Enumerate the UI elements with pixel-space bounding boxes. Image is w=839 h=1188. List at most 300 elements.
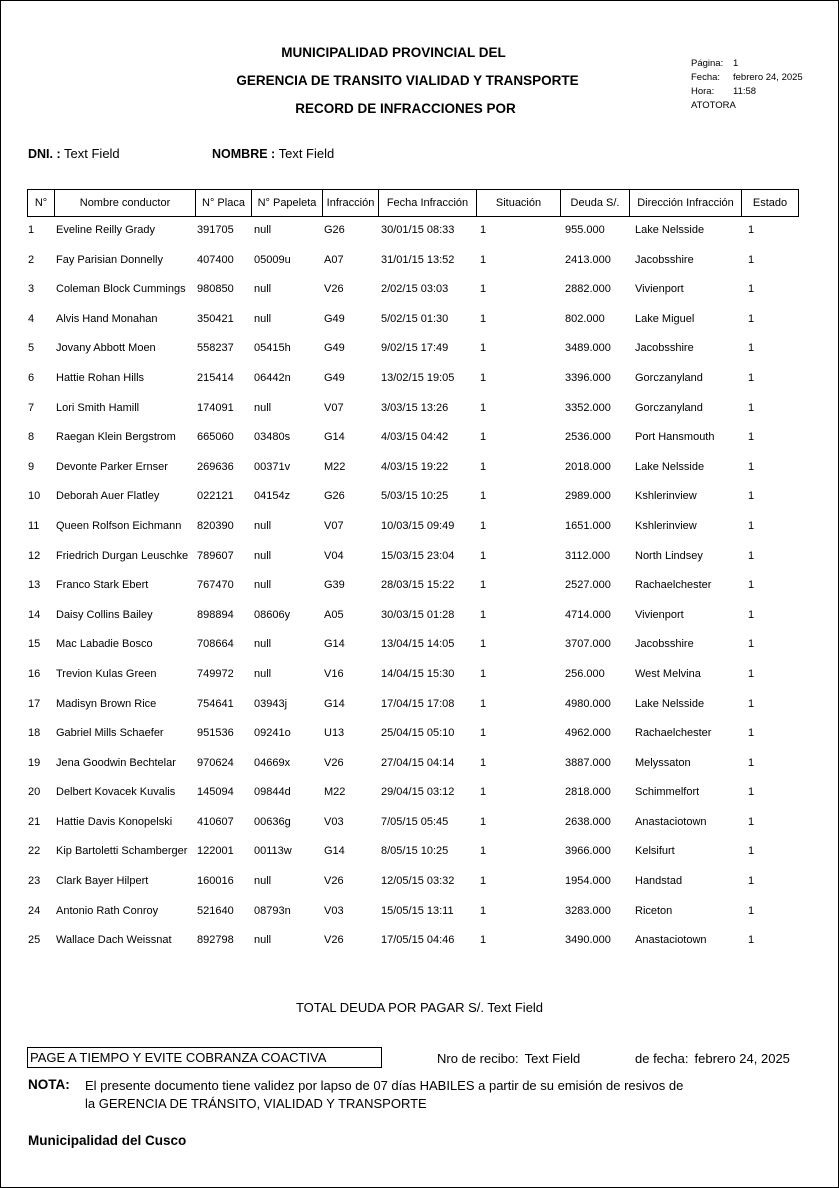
table-cell: 1	[748, 904, 755, 917]
table-cell: 1	[480, 667, 487, 680]
receipt-date-value: febrero 24, 2025	[694, 1051, 790, 1066]
table-cell: 1	[480, 342, 487, 355]
table-cell: 350421	[197, 312, 234, 325]
table-cell: 4/03/15 04:42	[381, 431, 449, 444]
table-row	[0, 541, 839, 571]
table-cell: Raegan Klein Bergstrom	[56, 431, 176, 444]
table-cell: null	[254, 667, 272, 680]
table-cell: 6	[28, 371, 35, 384]
table-cell: Anastaciotown	[635, 815, 707, 828]
table-cell: Jena Goodwin Bechtelar	[56, 756, 176, 769]
table-cell: Madisyn Brown Rice	[56, 697, 157, 710]
dni-field	[28, 146, 120, 161]
table-cell: Jacobsshire	[635, 342, 694, 355]
table-cell: 3489.000	[565, 342, 611, 355]
table-cell: 521640	[197, 904, 234, 917]
table-row	[0, 659, 839, 689]
table-cell: 4714.000	[565, 608, 611, 621]
col-header: N° Placa	[196, 190, 252, 217]
table-cell: Lake Nelsside	[635, 697, 705, 710]
table-row	[0, 836, 839, 866]
col-header: Infracción	[323, 190, 379, 217]
col-header: N°	[28, 190, 55, 217]
table-cell: 820390	[197, 519, 234, 532]
table-cell: 2818.000	[565, 786, 611, 799]
table-cell: V26	[324, 283, 344, 296]
table-cell: 00113w	[254, 845, 292, 858]
table-cell: 1651.000	[565, 519, 611, 532]
total-value: Text Field	[487, 1000, 544, 1015]
table-cell: 2989.000	[565, 490, 611, 503]
table-cell: G39	[324, 579, 345, 592]
table-row	[0, 718, 839, 748]
table-cell: 1	[748, 608, 755, 621]
table-cell: 4/03/15 19:22	[381, 460, 449, 473]
table-cell: 1	[748, 638, 755, 651]
table-cell: G49	[324, 371, 345, 384]
table-row	[0, 807, 839, 837]
table-cell: West Melvina	[635, 667, 701, 680]
table-cell: 1	[480, 697, 487, 710]
table-body	[0, 215, 839, 955]
table-cell: 749972	[197, 667, 234, 680]
table-cell: 12	[28, 549, 41, 562]
col-header: Situación	[477, 190, 561, 217]
table-cell: 05009u	[254, 253, 291, 266]
table-cell: 1	[748, 697, 755, 710]
table-cell: Hattie Davis Konopelski	[56, 815, 173, 828]
table-cell: 1	[480, 638, 487, 651]
table-cell: 00636g	[254, 815, 291, 828]
nombre-value: Text Field	[278, 146, 335, 161]
table-cell: Franco Stark Ebert	[56, 579, 149, 592]
table-cell: 955.000	[565, 224, 605, 236]
table-cell: Jacobsshire	[635, 638, 694, 651]
table-cell: 30/01/15 08:33	[381, 224, 455, 236]
col-header: Dirección Infracción	[630, 190, 742, 217]
table-cell: 1	[480, 312, 487, 325]
table-cell: 1	[480, 756, 487, 769]
table-cell: 03943j	[254, 697, 288, 710]
table-cell: 21	[28, 815, 41, 828]
table-cell: 3	[28, 283, 35, 296]
table-cell: 29/04/15 03:12	[381, 786, 455, 799]
table-cell: 23	[28, 875, 41, 888]
table-cell: 1	[748, 371, 755, 384]
table-cell: Lake Nelsside	[635, 224, 705, 236]
table-cell: Antonio Rath Conroy	[56, 904, 159, 917]
table-cell: 022121	[197, 490, 234, 503]
table-cell: Anastaciotown	[635, 934, 707, 947]
table-cell: V03	[324, 815, 344, 828]
table-cell: 9	[28, 460, 35, 473]
table-cell: 1	[748, 875, 755, 888]
table-cell: 1	[480, 608, 487, 621]
table-cell: 708664	[197, 638, 234, 651]
table-row	[0, 511, 839, 541]
table-cell: 391705	[197, 224, 234, 236]
table-cell: 00371v	[254, 460, 291, 473]
table-cell: V16	[324, 667, 344, 680]
table-cell: G14	[324, 431, 345, 444]
table-cell: Lake Miguel	[635, 312, 695, 325]
table-cell: Melyssaton	[635, 756, 691, 769]
table-cell: M22	[324, 460, 346, 473]
table-cell: V07	[324, 401, 344, 414]
table-cell: G14	[324, 697, 345, 710]
table-row	[0, 363, 839, 393]
total-label: TOTAL DEUDA POR PAGAR S/.	[295, 1000, 485, 1015]
table-cell: 269636	[197, 460, 234, 473]
table-cell: 2018.000	[565, 460, 611, 473]
table-cell: null	[254, 401, 272, 414]
table-cell: 1	[480, 786, 487, 799]
table-cell: Vivienport	[635, 608, 684, 621]
table-cell: 15/05/15 13:11	[381, 904, 454, 917]
table-cell: 3490.000	[565, 934, 611, 947]
table-cell: 8	[28, 431, 35, 444]
table-cell: 3112.000	[565, 549, 611, 562]
table-cell: 3707.000	[565, 638, 611, 651]
hora-value: 11:58	[733, 86, 757, 97]
col-header: Estado	[742, 190, 799, 217]
table-cell: Jacobsshire	[635, 253, 694, 266]
table-cell: 1	[480, 904, 487, 917]
table-cell: 16	[28, 667, 41, 680]
table-cell: 2882.000	[565, 283, 611, 296]
table-row	[0, 866, 839, 896]
table-cell: 5/02/15 01:30	[381, 312, 449, 325]
table-row	[0, 422, 839, 452]
table-cell: 558237	[197, 342, 234, 355]
col-header: N° Papeleta	[252, 190, 323, 217]
table-row	[0, 925, 839, 955]
table-cell: 1	[748, 579, 755, 592]
table-cell: null	[254, 549, 272, 562]
table-cell: 1	[480, 934, 487, 947]
table-cell: 122001	[197, 845, 234, 858]
table-cell: 2	[28, 253, 35, 266]
table-cell: 30/03/15 01:28	[381, 608, 455, 621]
table-cell: 14	[28, 608, 41, 621]
table-cell: 13	[28, 579, 41, 592]
table-cell: Schimmelfort	[635, 786, 700, 799]
table-cell: Kshlerinview	[635, 519, 697, 532]
table-cell: 1	[480, 371, 487, 384]
receipt-date-label: de fecha:	[635, 1051, 689, 1066]
table-cell: Mac Labadie Bosco	[56, 638, 153, 651]
report-title-line1: MUNICIPALIDAD PROVINCIAL DEL	[281, 45, 506, 60]
table-cell: 215414	[197, 371, 234, 384]
table-cell: V26	[324, 756, 344, 769]
table-cell: null	[254, 224, 272, 236]
table-cell: 767470	[197, 579, 234, 592]
pagina-label: Página:	[691, 58, 724, 69]
table-cell: 19	[28, 756, 41, 769]
table-cell: Rachaelchester	[635, 727, 712, 740]
table-cell: G14	[324, 638, 345, 651]
table-cell: 1	[748, 460, 755, 473]
table-cell: 1	[748, 431, 755, 444]
table-cell: 18	[28, 727, 41, 740]
table-cell: 174091	[197, 401, 234, 414]
payment-notice: PAGE A TIEMPO Y EVITE COBRANZA COACTIVA	[27, 1047, 382, 1068]
table-cell: 09844d	[254, 786, 291, 799]
table-cell: A07	[324, 253, 344, 266]
table-cell: 160016	[197, 875, 234, 888]
recibo-value: Text Field	[524, 1051, 581, 1066]
table-row	[0, 245, 839, 275]
table-row	[0, 452, 839, 482]
table-row	[0, 333, 839, 363]
table-cell: null	[254, 579, 272, 592]
report-title-line3: RECORD DE INFRACCIONES POR	[295, 101, 516, 116]
table-cell: 3/03/15 13:26	[381, 401, 449, 414]
col-header: Deuda S/.	[561, 190, 630, 217]
table-cell: 1	[480, 845, 487, 858]
table-cell: Port Hansmouth	[635, 431, 715, 444]
table-cell: 1	[748, 224, 755, 236]
fecha-value: febrero 24, 2025	[733, 72, 803, 83]
table-cell: 08606y	[254, 608, 291, 621]
table-row	[0, 393, 839, 423]
table-cell: 1	[748, 845, 755, 858]
table-cell: 1	[480, 253, 487, 266]
table-cell: Kelsifurt	[635, 845, 675, 858]
meta-fecha	[691, 72, 803, 83]
table-cell: 2413.000	[565, 253, 611, 266]
table-cell: Wallace Dach Weissnat	[56, 934, 172, 947]
table-cell: 970624	[197, 756, 234, 769]
table-cell: 665060	[197, 431, 234, 444]
table-cell: 20	[28, 786, 41, 799]
table-cell: 10/03/15 09:49	[381, 519, 455, 532]
table-cell: Rachaelchester	[635, 579, 712, 592]
table-cell: 24	[28, 904, 41, 917]
table-cell: Eveline Reilly Grady	[56, 224, 156, 236]
table-cell: Kip Bartoletti Schamberger	[56, 845, 188, 858]
table-cell: 1	[748, 727, 755, 740]
receipt-number	[437, 1051, 580, 1066]
table-cell: 4962.000	[565, 727, 611, 740]
table-cell: G26	[324, 224, 345, 236]
table-cell: Trevion Kulas Green	[56, 667, 157, 680]
report-title-line2: GERENCIA DE TRANSITO VIALIDAD Y TRANSPORTE	[236, 73, 579, 88]
table-cell: 1	[480, 727, 487, 740]
table-cell: G26	[324, 490, 345, 503]
table-cell: 1	[480, 815, 487, 828]
table-cell: 15	[28, 638, 41, 651]
table-cell: Queen Rolfson Eichmann	[56, 519, 182, 532]
table-cell: Clark Bayer Hilpert	[56, 875, 149, 888]
table-cell: 04669x	[254, 756, 291, 769]
table-cell: 1	[748, 490, 755, 503]
table-cell: 1	[28, 224, 35, 236]
table-row	[0, 689, 839, 719]
table-cell: Alvis Hand Monahan	[56, 312, 158, 325]
col-header: Nombre conductor	[55, 190, 196, 217]
table-cell: 13/04/15 14:05	[381, 638, 455, 651]
table-cell: 2536.000	[565, 431, 611, 444]
table-cell: 2527.000	[565, 579, 611, 592]
table-cell: 10	[28, 490, 41, 503]
table-row	[0, 274, 839, 304]
meta-location: ATOTORA	[691, 100, 736, 111]
table-cell: 3352.000	[565, 401, 611, 414]
hora-label: Hora:	[691, 86, 715, 97]
table-cell: 145094	[197, 786, 234, 799]
table-cell: Lake Nelsside	[635, 460, 705, 473]
dni-value: Text Field	[64, 146, 120, 161]
col-header: Fecha Infracción	[379, 190, 477, 217]
table-cell: 22	[28, 845, 41, 858]
table-cell: Lori Smith Hamill	[56, 401, 140, 414]
table-cell: 898894	[197, 608, 234, 621]
table-cell: V03	[324, 904, 344, 917]
organization-name: Municipalidad del Cusco	[28, 1133, 187, 1148]
table-cell: 28/03/15 15:22	[381, 579, 455, 592]
nombre-field	[212, 146, 334, 161]
receipt-date	[635, 1051, 790, 1066]
table-cell: 08793n	[254, 904, 291, 917]
table-header	[27, 189, 799, 217]
table-cell: 1	[748, 815, 755, 828]
table-cell: 1	[748, 934, 755, 947]
table-cell: 1	[480, 490, 487, 503]
table-cell: 15/03/15 23:04	[381, 549, 455, 562]
table-cell: Hattie Rohan Hills	[56, 371, 145, 384]
table-cell: 5/03/15 10:25	[381, 490, 449, 503]
table-cell: 1	[480, 519, 487, 532]
table-cell: V07	[324, 519, 344, 532]
table-cell: 05415h	[254, 342, 291, 355]
table-cell: null	[254, 283, 272, 296]
table-cell: 7/05/15 05:45	[381, 815, 449, 828]
table-cell: 3887.000	[565, 756, 611, 769]
total-debt	[0, 1000, 839, 1015]
fecha-label: Fecha:	[691, 72, 721, 83]
table-cell: Gorczanyland	[635, 371, 703, 384]
table-cell: 410607	[197, 815, 234, 828]
table-cell: 03480s	[254, 431, 291, 444]
table-cell: V04	[324, 549, 344, 562]
table-cell: 802.000	[565, 312, 605, 325]
table-cell: 13/02/15 19:05	[381, 371, 455, 384]
table-cell: A05	[324, 608, 344, 621]
table-cell: Daisy Collins Bailey	[56, 608, 153, 621]
table-cell: 25/04/15 05:10	[381, 727, 455, 740]
table-row	[0, 215, 839, 245]
table-cell: 754641	[197, 697, 234, 710]
table-cell: Fay Parisian Donnelly	[56, 253, 163, 266]
table-cell: 1	[480, 579, 487, 592]
table-cell: null	[254, 934, 272, 947]
table-cell: 17/04/15 17:08	[381, 697, 455, 710]
table-cell: 2638.000	[565, 815, 611, 828]
table-cell: M22	[324, 786, 346, 799]
table-cell: 1	[480, 431, 487, 444]
table-cell: 7	[28, 401, 35, 414]
table-cell: Gorczanyland	[635, 401, 703, 414]
table-cell: 980850	[197, 283, 234, 296]
table-cell: Friedrich Durgan Leuschke	[56, 549, 189, 562]
table-cell: 1	[480, 224, 487, 236]
table-cell: 5	[28, 342, 35, 355]
table-cell: null	[254, 312, 272, 325]
table-cell: null	[254, 638, 272, 651]
pagina-value: 1	[733, 58, 739, 69]
table-cell: 1	[748, 401, 755, 414]
table-cell: 17	[28, 697, 41, 710]
table-row	[0, 570, 839, 600]
table-cell: 1	[748, 342, 755, 355]
table-cell: 8/05/15 10:25	[381, 845, 449, 858]
table-cell: Deborah Auer Flatley	[56, 490, 160, 503]
table-cell: G49	[324, 312, 345, 325]
table-cell: Handstad	[635, 875, 683, 888]
table-cell: 1954.000	[565, 875, 611, 888]
table-cell: Delbert Kovacek Kuvalis	[56, 786, 176, 799]
table-row	[0, 748, 839, 778]
table-cell: 25	[28, 934, 41, 947]
table-cell: Jovany Abbott Moen	[56, 342, 156, 355]
table-cell: 407400	[197, 253, 234, 266]
table-cell: 4	[28, 312, 35, 325]
nota-label: NOTA:	[28, 1077, 70, 1092]
table-cell: 1	[748, 519, 755, 532]
table-cell: 17/05/15 04:46	[381, 934, 455, 947]
table-cell: 892798	[197, 934, 234, 947]
table-cell: 256.000	[565, 667, 605, 680]
table-cell: V26	[324, 934, 344, 947]
table-cell: 1	[748, 667, 755, 680]
table-cell: 4980.000	[565, 697, 611, 710]
table-cell: 12/05/15 03:32	[381, 875, 455, 888]
table-cell: 1	[748, 253, 755, 266]
table-cell: null	[254, 519, 272, 532]
nombre-label: NOMBRE :	[212, 147, 276, 161]
table-cell: 1	[480, 549, 487, 562]
table-cell: 1	[748, 283, 755, 296]
table-cell: V26	[324, 875, 344, 888]
table-cell: Vivienport	[635, 283, 684, 296]
table-cell: 9/02/15 17:49	[381, 342, 449, 355]
table-cell: Coleman Block Cummings	[56, 283, 186, 296]
table-cell: 1	[748, 786, 755, 799]
table-cell: 1	[480, 401, 487, 414]
meta-hora	[691, 86, 756, 97]
table-cell: 1	[748, 756, 755, 769]
table-row	[0, 777, 839, 807]
table-cell: Kshlerinview	[635, 490, 697, 503]
table-cell: 27/04/15 04:14	[381, 756, 455, 769]
table-cell: 1	[748, 549, 755, 562]
table-cell: Gabriel Mills Schaefer	[56, 727, 164, 740]
table-cell: 951536	[197, 727, 234, 740]
table-cell: 09241o	[254, 727, 291, 740]
table-cell: North Lindsey	[635, 549, 703, 562]
table-cell: G49	[324, 342, 345, 355]
table-cell: G14	[324, 845, 345, 858]
table-cell: U13	[324, 727, 345, 740]
table-cell: 3396.000	[565, 371, 611, 384]
meta-pagina	[691, 58, 738, 69]
table-row	[0, 481, 839, 511]
table-cell: 04154z	[254, 490, 291, 503]
table-cell: 3966.000	[565, 845, 611, 858]
table-cell: 31/01/15 13:52	[381, 253, 455, 266]
table-row	[0, 629, 839, 659]
